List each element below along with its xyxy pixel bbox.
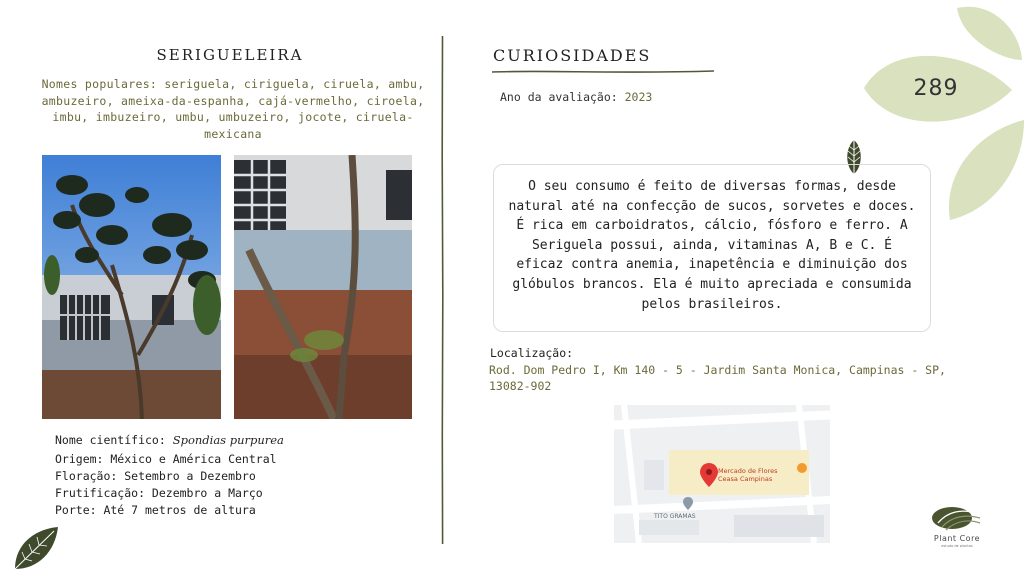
tree-photo-wall xyxy=(234,155,412,419)
curiosities-title: CURIOSIDADES xyxy=(493,46,652,65)
map-food-icon xyxy=(797,463,807,473)
curiosity-card: O seu consumo é feito de diversas formas, desde natural até na confecção de sucos, sorvetes e doces. É rica em carboidratos, cálcio, fósforo e ferro. A Seriguela possui, ainda, vitaminas A, B e C. É eficaz contra anemia, inapetência e diminuição dos glóbulos brancos. Ela é muito apreciada e consumida pelos brasileiros. xyxy=(493,164,931,332)
tree-photo-sky xyxy=(42,155,221,419)
logo-name: Plant Core xyxy=(933,534,981,543)
plant-facts xyxy=(55,432,284,519)
title-underline xyxy=(492,68,714,76)
fruiting: Frutificação: Dezembro a Março xyxy=(55,486,263,500)
year-label: Ano da avaliação: xyxy=(500,90,625,104)
corner-leaves-decoration xyxy=(862,0,1024,225)
plant-title: SERIGUELEIRA xyxy=(156,46,304,64)
popular-names: Nomes populares: seriguela, ciriguela, ciruela, ambu, ambuzeiro, ameixa-da-espanha, cajá-vermelho, ciroela, imbu, imbuzeiro, umbu, umbuzeiro, jocote, ciruela-mexicana xyxy=(41,77,425,141)
location-address: Rod. Dom Pedro I, Km 140 - 5 - Jardim Santa Monica, Campinas - SP, 13082-902 xyxy=(489,363,946,393)
map-place-name: Mercado de Flores xyxy=(718,467,778,475)
map-place-sub: Ceasa Campinas xyxy=(718,475,773,483)
scientific-name-label: Nome científico: xyxy=(55,433,173,447)
evaluation-year xyxy=(500,90,652,104)
logo-tagline: estudo de plantas xyxy=(941,544,973,548)
location-label: Localização: xyxy=(490,346,574,360)
column-divider xyxy=(441,36,444,544)
scientific-name-row xyxy=(55,432,284,449)
year-value: 2023 xyxy=(624,90,653,104)
plant-core-logo-icon xyxy=(930,503,982,533)
map-poi-label: TITO GRAMAS xyxy=(654,513,696,520)
page-number: 289 xyxy=(913,76,959,101)
origin: Origem: México e América Central xyxy=(55,452,277,466)
flowering: Floração: Setembro a Dezembro xyxy=(55,469,256,483)
scientific-name: Spondias purpurea xyxy=(172,433,284,447)
bottom-leaf-icon xyxy=(10,524,60,574)
size: Porte: Até 7 metros de altura xyxy=(55,503,256,517)
location-map[interactable] xyxy=(614,405,830,543)
